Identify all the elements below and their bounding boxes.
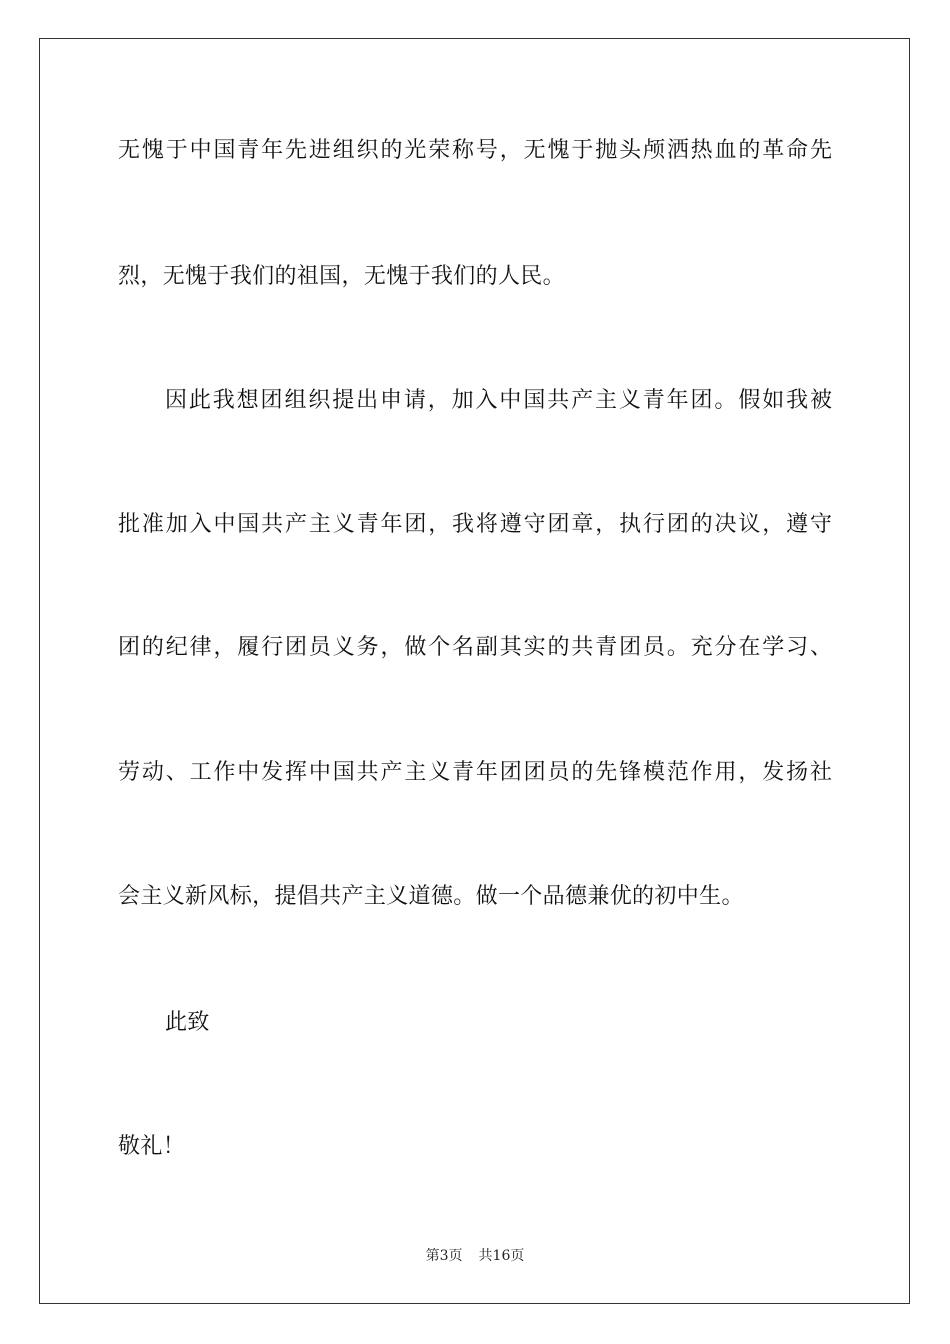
page-number: 第3页 [425,1248,463,1264]
page-total: 共16页 [478,1248,525,1264]
body-text-line: 烈，无愧于我们的祖国，无愧于我们的人民。 [118,264,566,289]
body-text-line: 团的纪律，履行团员义务，做个名副其实的共青团员。充分在学习、 [118,635,832,660]
page-footer [0,1246,950,1266]
body-text-line: 批准加入中国共产主义青年团，我将遵守团章，执行团的决议，遵守 [118,512,832,537]
body-text-line: 因此我想团组织提出申请，加入中国共产主义青年团。假如我被 [165,388,832,413]
closing-salutation: 此致 [165,1010,210,1035]
page-border [39,38,910,1304]
body-text-line: 劳动、工作中发挥中国共产主义青年团团员的先锋模范作用，发扬社 [118,760,832,785]
body-text-line: 无愧于中国青年先进组织的光荣称号，无愧于抛头颅洒热血的革命先 [118,138,832,163]
body-text-line: 会主义新风标，提倡共产主义道德。做一个品德兼优的初中生。 [118,884,744,909]
closing-regards: 敬礼！ [118,1134,186,1159]
